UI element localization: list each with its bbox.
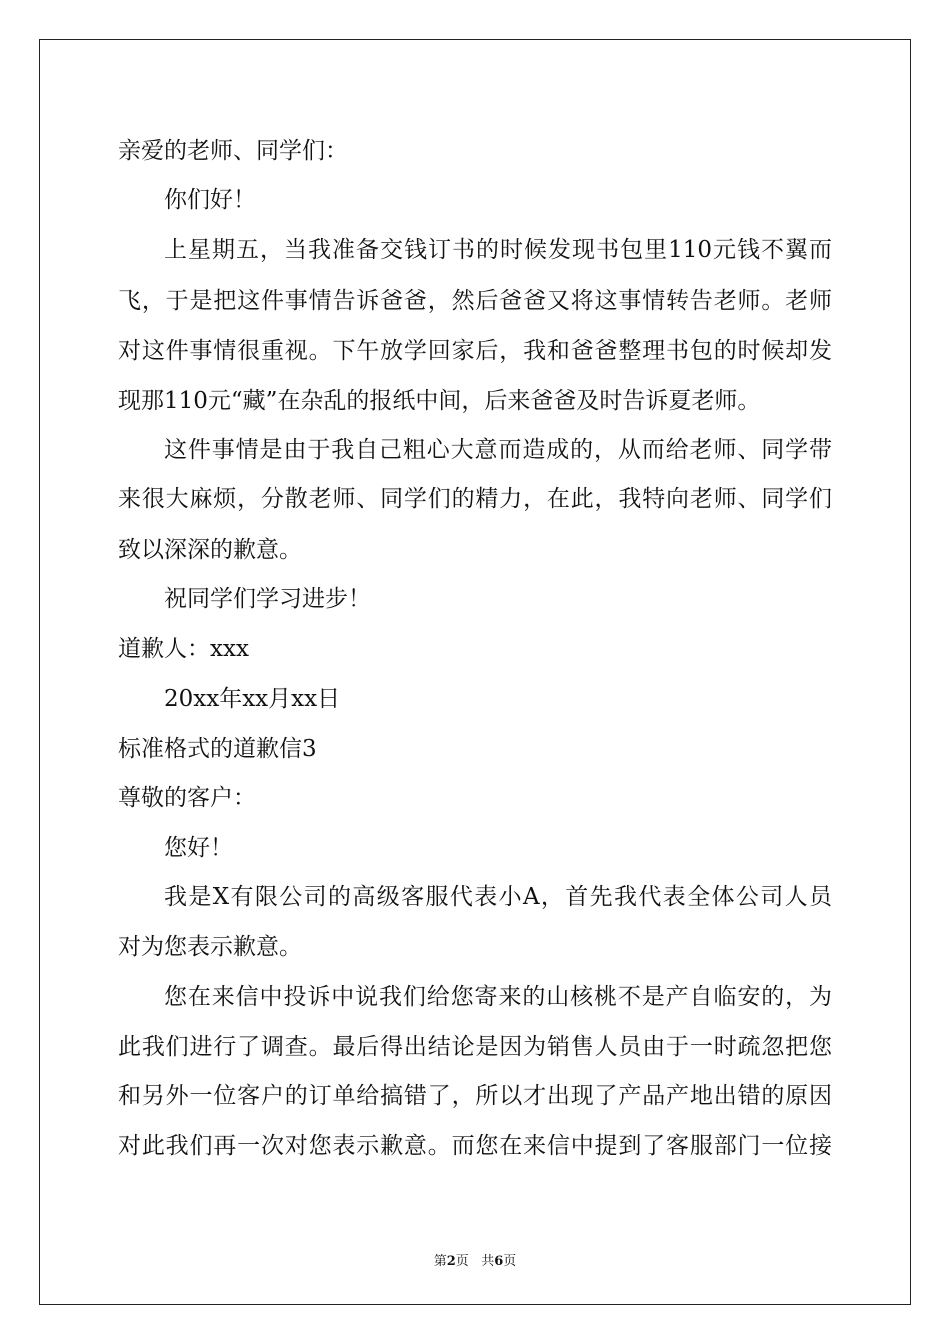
page-footer [0,1250,950,1269]
salutation-teachers: 亲爱的老师、同学们： [118,138,348,164]
page-prefix: 第 [433,1254,447,1269]
paragraph-line: 对为您表示歉意。 [118,934,302,960]
salutation-customer: 尊敬的客户： [118,785,256,811]
paragraph-line: 来很大麻烦，分散老师、同学们的精力，在此，我特向老师、同学们 [118,486,832,512]
paragraph-line: 对此我们再一次对您表示歉意。而您在来信中提到了客服部门一位接 [118,1133,832,1159]
page-border [39,39,911,1305]
signer-line: 道歉人：xxx [118,636,249,662]
total-suffix: 页 [503,1254,517,1269]
wish-line: 祝同学们学习进步！ [164,586,371,612]
paragraph-line: 对这件事情很重视。下午放学回家后，我和爸爸整理书包的时候却发 [118,338,832,364]
greeting-customer: 您好！ [164,835,233,861]
section-heading: 标准格式的道歉信3 [118,736,317,762]
paragraph-line: 这件事情是由于我自己粗心大意而造成的，从而给老师、同学带 [164,437,832,463]
paragraph-line: 和另外一位客户的订单给搞错了，所以才出现了产品产地出错的原因 [118,1083,832,1109]
total-pages: 6 [494,1254,504,1269]
paragraph-line: 我是X有限公司的高级客服代表小A，首先我代表全体公司人员 [164,884,832,910]
paragraph-line: 现那110元“藏”在杂乱的报纸中间，后来爸爸及时告诉夏老师。 [118,388,761,414]
greeting-classmates: 你们好！ [164,187,256,213]
paragraph-line: 您在来信中投诉中说我们给您寄来的山核桃不是产自临安的，为 [164,984,832,1010]
paragraph-line: 飞，于是把这件事情告诉爸爸，然后爸爸又将这事情转告老师。老师 [118,288,832,314]
paragraph-line: 致以深深的歉意。 [118,537,302,563]
paragraph-line: 此我们进行了调查。最后得出结论是因为销售人员由于一时疏忽把您 [118,1034,832,1060]
date-line: 20xx年xx月xx日 [164,686,341,712]
page-number: 2 [446,1254,456,1269]
total-prefix: 共 [481,1254,495,1269]
paragraph-line: 上星期五，当我准备交钱订书的时候发现书包里110元钱不翼而 [164,237,832,263]
page-suffix: 页 [455,1254,469,1269]
